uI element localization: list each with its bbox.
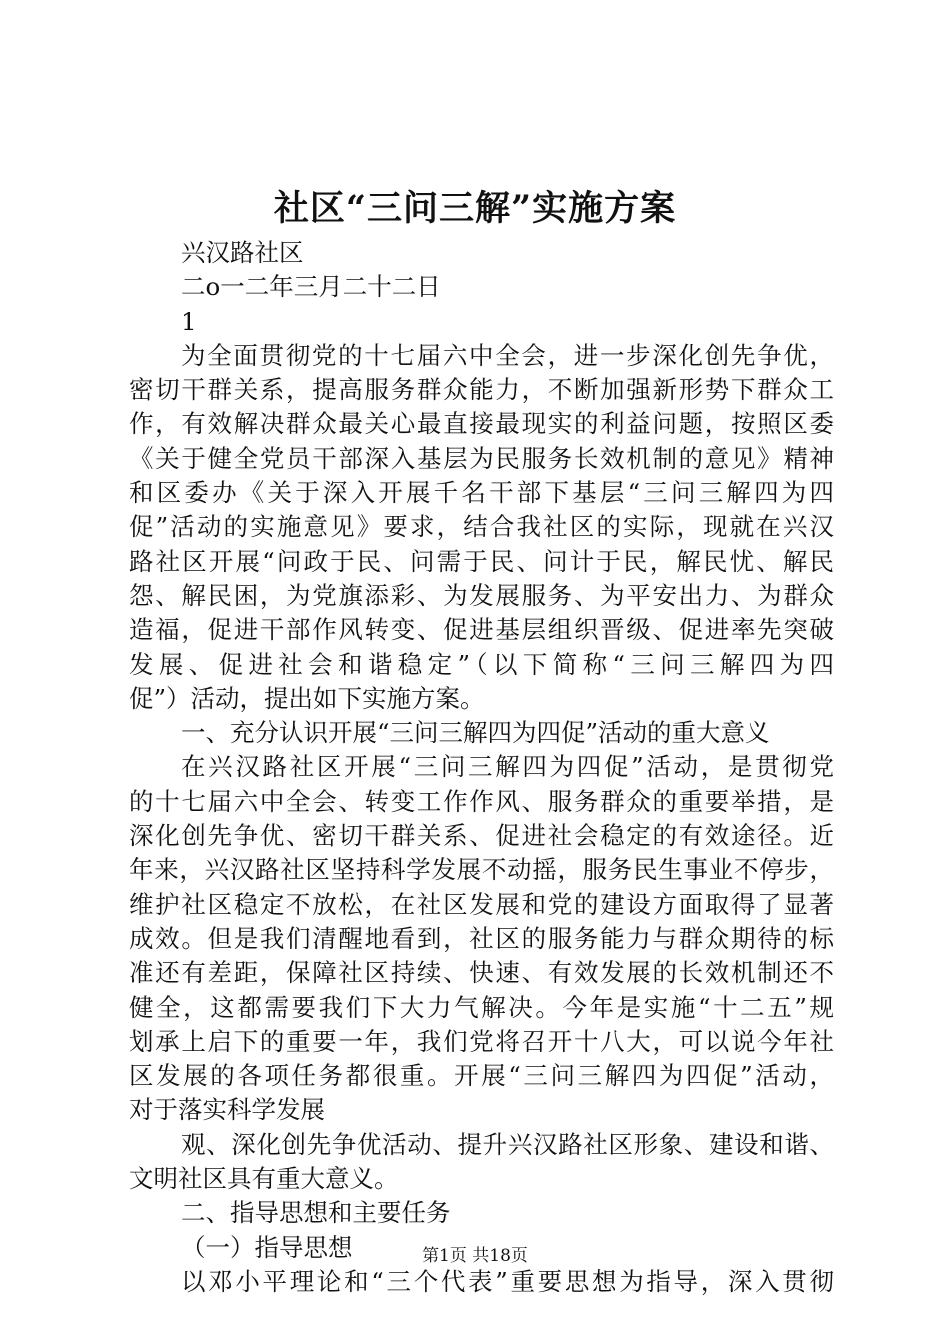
text-line: 造福，促进干部作风转变、促进基层组织晋级、促进率先突破: [129, 615, 834, 645]
text-line: 年来，兴汉路社区坚持科学发展不动摇，服务民生事业不停步，: [129, 855, 834, 885]
text-line: 兴汉路社区: [181, 238, 304, 267]
text-line: 维护社区稳定不放松，在社区发展和党的建设方面取得了显著: [129, 889, 834, 919]
text-line: 为全面贯彻党的十七届六中全会，进一步深化创先争优，: [181, 340, 834, 370]
text-line: 以邓小平理论和“三个代表”重要思想为指导，深入贯彻: [181, 1266, 834, 1296]
text-line: 区发展的各项任务都很重。开展“三问三解四为四促”活动，: [129, 1061, 834, 1091]
text-line: 促”活动的实施意见》要求，结合我社区的实际，现就在兴汉: [129, 512, 834, 542]
document-title: 社区“三问三解”实施方案: [273, 188, 677, 229]
text-line: 路社区开展“问政于民、问需于民、问计于民，解民忧、解民: [129, 546, 834, 576]
text-line: 发展、促进社会和谐稳定”（以下简称“三问三解四为四: [129, 649, 834, 679]
text-line: 准还有差距，保障社区持续、快速、有效发展的长效机制还不: [129, 958, 834, 988]
text-line: 密切干群关系，提高服务群众能力，不断加强新形势下群众工: [129, 375, 834, 405]
text-line: 一、充分认识开展“三问三解四为四促”活动的重大意义: [181, 718, 770, 748]
text-line: 的十七届六中全会、转变工作作风、服务群众的重要举措，是: [129, 786, 834, 816]
text-line: 观、深化创先争优活动、提升兴汉路社区形象、建设和谐、: [181, 1129, 834, 1159]
text-line: 成效。但是我们清醒地看到，社区的服务能力与群众期待的标: [129, 923, 834, 953]
text-line: 深化创先争优、密切干群关系、促进社会稳定的有效途径。近: [129, 821, 834, 851]
text-line: 二、指导思想和主要任务: [181, 1198, 451, 1228]
text-line: 文明社区具有重大意义。: [129, 1164, 399, 1194]
text-line: 《关于健全党员干部深入基层为民服务长效机制的意见》精神: [129, 443, 834, 473]
text-line: 作，有效解决群众最关心最直接最现实的利益问题，按照区委: [129, 409, 834, 439]
text-line: 对于落实科学发展: [129, 1095, 325, 1125]
page-footer: 第1页 共18页: [422, 1246, 528, 1266]
document-body: [129, 236, 834, 1299]
text-line: 二o一二年三月二十二日: [181, 272, 441, 302]
text-line: （一）指导思想: [181, 1232, 353, 1262]
text-line: 划承上启下的重要一年，我们党将召开十八大，可以说今年社: [129, 1026, 834, 1056]
text-line: 怨、解民困，为党旗添彩、为发展服务、为平安出力、为群众: [129, 580, 834, 610]
text-line: 和区委办《关于深入开展千名干部下基层“三问三解四为四: [129, 478, 834, 508]
text-line: 促”）活动，提出如下实施方案。: [129, 683, 485, 713]
text-line: 1: [181, 306, 197, 336]
text-line: 在兴汉路社区开展“三问三解四为四促”活动，是贯彻党: [181, 752, 834, 782]
text-line: 健全，这都需要我们下大力气解决。今年是实施“十二五”规: [129, 992, 834, 1022]
